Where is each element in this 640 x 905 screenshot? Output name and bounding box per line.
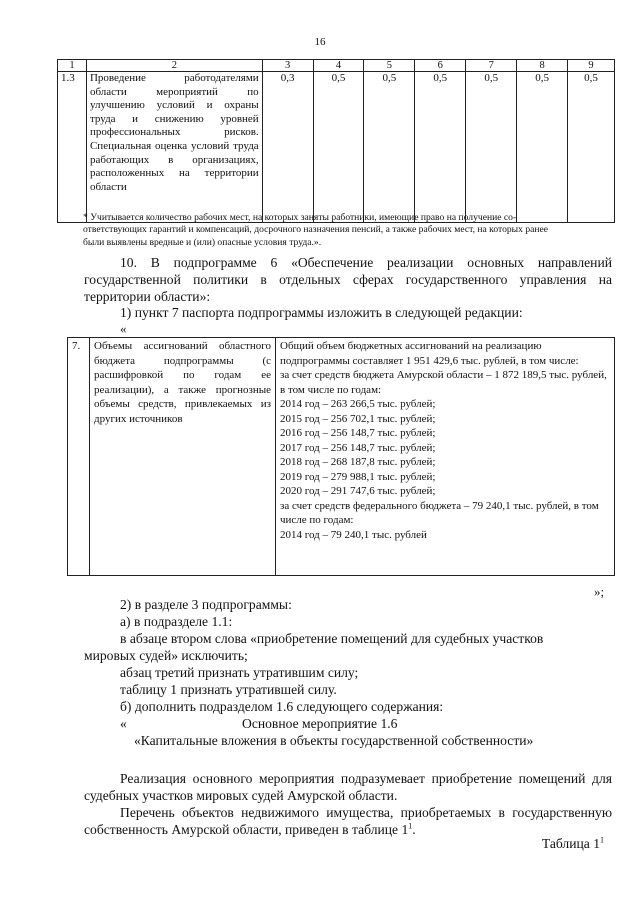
passport-table — [67, 337, 615, 576]
col-header: 1 — [58, 60, 87, 72]
text-line: б) дополнить подразделом 1.6 следующего содержания: — [120, 699, 444, 714]
content-line: 2014 год – 263 266,5 тыс. рублей; — [280, 398, 436, 410]
row-number: 1.3 — [58, 72, 87, 223]
page-number: 16 — [314, 36, 326, 48]
content-line: 2014 год – 79 240,1 тыс. рублей — [280, 528, 427, 541]
footnote-ref: 1 — [600, 835, 604, 845]
row-number: 7. — [68, 338, 90, 576]
table-row — [68, 338, 615, 576]
col-header: 3 — [262, 60, 313, 72]
text-line: а) в подразделе 1.1: — [120, 614, 233, 629]
quote-close: »; — [594, 584, 605, 599]
paragraph-text: Перечень объектов недвижимого имущества, приобретаемых в государственную собственность Амурской области, приведен в таблице 1 — [84, 805, 612, 837]
col-header: 2 — [86, 60, 262, 72]
indicators-table — [57, 59, 615, 223]
row-value: 0,5 — [517, 72, 568, 223]
col-header: 8 — [517, 60, 568, 72]
subsection-subtitle: «Капитальные вложения в объекты государственной собственности» — [134, 733, 534, 748]
content-line: 2017 год – 256 148,7 тыс. рублей; — [280, 441, 436, 454]
text-line: в абзаце втором слова «приобретение помещений для судебных участков — [120, 631, 544, 646]
content-line: 2019 год – 279 988,1 тыс. рублей; — [280, 470, 436, 483]
col-header: 6 — [415, 60, 466, 72]
table-label — [542, 836, 604, 852]
row-value: 0,5 — [313, 72, 364, 223]
content-line: за счет средств федерального бюджета – 79 240,1 тыс. рублей, в том числе по годам: — [280, 499, 599, 526]
footnote-line: были выявлены вредные и (или) опасные условия труда.». — [83, 236, 322, 248]
row-value: 0,5 — [364, 72, 415, 223]
content-line: за счет средств бюджета Амурской области – 1 872 189,5 тыс. рублей, в том числе по годам: — [280, 369, 607, 396]
footnote-line: * Учитывается количество рабочих мест, на которых заняты работники, имеющие право на получение со- — [83, 212, 517, 223]
content-line: Общий объем бюджетных ассигнований на реализацию подпрограммы составляет 1 951 429,6 тыс. рублей, в том числе: — [280, 340, 579, 367]
col-header: 9 — [568, 60, 615, 72]
amendments-block — [84, 596, 612, 749]
footnote-line: ответствующих гарантий и компенсаций, досрочного назначения пенсий, а также рабочих мест, на которых ранее — [83, 224, 549, 236]
footnote — [83, 212, 613, 249]
row-value: 0,5 — [568, 72, 615, 223]
paragraph — [84, 804, 612, 838]
row-content — [276, 338, 615, 576]
text-line: 2) в разделе 3 подпрограммы: — [120, 597, 292, 612]
text-line: абзац третий признать утратившим силу; — [120, 665, 359, 680]
item-1: 1) пункт 7 паспорта подпрограммы изложить в следующей редакции: — [120, 305, 523, 320]
row-description: Проведение работодателями области мероприятий по улучшению условий и охраны труда и снижению уровней профессиональных рисков. Специальная оценка условий труда работающих в организациях, расположенных на территории области — [86, 72, 262, 223]
closing-paragraphs — [84, 770, 612, 838]
paragraph-10: 10. В подпрограмме 6 «Обеспечение реализации основных направлений государственной политики в отдельных сферах государственного управления на территории области»: — [84, 255, 612, 304]
table-label-text: Таблица 1 — [541, 836, 600, 851]
table-row — [58, 72, 615, 223]
subsection-title-line — [84, 715, 612, 732]
content-line: 2018 год – 268 187,8 тыс. рублей; — [280, 456, 436, 468]
content-line: 2016 год – 256 148,7 тыс. рублей; — [280, 427, 436, 439]
row-value: 0,5 — [466, 72, 517, 223]
row-value: 0,3 — [262, 72, 313, 223]
quote-open: « — [120, 716, 127, 731]
row-label: Объемы ассигнований областного бюджета подпрограммы (с расшифровкой по годам ее реализации), а также прогнозные объемы средств, привлекаемых из других источников — [90, 338, 276, 576]
col-header: 4 — [313, 60, 364, 72]
content-line: 2015 год – 256 702,1 тыс. рублей; — [280, 412, 436, 425]
paragraph-end: . — [412, 822, 416, 837]
content-line: 2020 год – 291 747,6 тыс. рублей; — [280, 485, 436, 497]
col-header: 5 — [364, 60, 415, 72]
paragraph: Реализация основного мероприятия подразумевает приобретение помещений для судебных участков мировых судей Амурской области. — [84, 771, 612, 803]
text-line: мировых судей» исключить; — [84, 648, 248, 663]
footnote-ref: 1 — [408, 821, 413, 831]
quote-open: « — [120, 321, 127, 336]
row-value: 0,5 — [415, 72, 466, 223]
table-header-row — [58, 60, 615, 72]
col-header: 7 — [466, 60, 517, 72]
subsection-title: Основное мероприятие 1.6 — [242, 716, 398, 731]
text-line: таблицу 1 признать утратившей силу. — [120, 682, 337, 697]
